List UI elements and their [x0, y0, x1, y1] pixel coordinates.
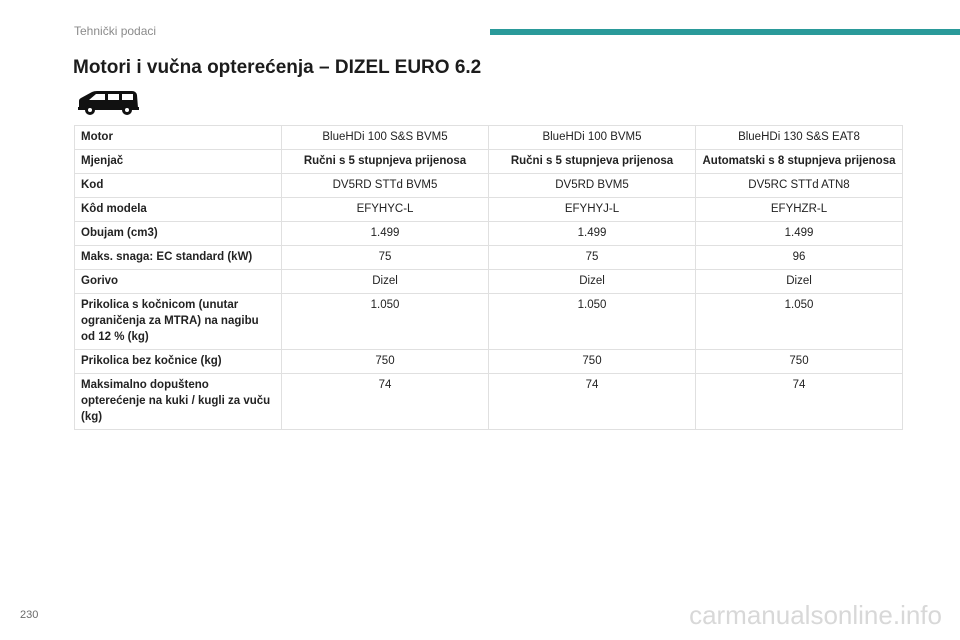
- cell-value: 1.050: [489, 294, 696, 350]
- cell-value: 750: [489, 350, 696, 374]
- row-label: Motor: [75, 126, 282, 150]
- cell-value: 75: [489, 246, 696, 270]
- cell-value: Ručni s 5 stupnjeva prijenosa: [282, 150, 489, 174]
- row-label: Gorivo: [75, 270, 282, 294]
- cell-value: DV5RC STTd ATN8: [696, 174, 903, 198]
- row-label: Prikolica bez kočnice (kg): [75, 350, 282, 374]
- table-row: [75, 374, 903, 430]
- cell-value: EFYHYC-L: [282, 198, 489, 222]
- cell-value: 74: [696, 374, 903, 430]
- row-label: Obujam (cm3): [75, 222, 282, 246]
- row-label: Kôd modela: [75, 198, 282, 222]
- table-row: [75, 222, 903, 246]
- cell-value: EFYHYJ-L: [489, 198, 696, 222]
- cell-value: DV5RD BVM5: [489, 174, 696, 198]
- row-label: Maks. snaga: EC standard (kW): [75, 246, 282, 270]
- cell-value: 750: [282, 350, 489, 374]
- page-title: Motori i vučna opterećenja – DIZEL EURO 6.2: [73, 57, 482, 78]
- section-accent-bar: [490, 29, 960, 35]
- engine-spec-table: [74, 125, 903, 430]
- cell-value: EFYHZR-L: [696, 198, 903, 222]
- cell-value: BlueHDi 100 BVM5: [489, 126, 696, 150]
- cell-value: 74: [282, 374, 489, 430]
- cell-value: Automatski s 8 stupnjeva prijenosa: [696, 150, 903, 174]
- watermark: carmanualsonline.info: [689, 600, 942, 630]
- cell-value: 96: [696, 246, 903, 270]
- van-icon: [76, 88, 140, 116]
- row-label: Kod: [75, 174, 282, 198]
- cell-value: BlueHDi 130 S&S EAT8: [696, 126, 903, 150]
- cell-value: BlueHDi 100 S&S BVM5: [282, 126, 489, 150]
- table-row: [75, 198, 903, 222]
- cell-value: 74: [489, 374, 696, 430]
- section-label: Tehnički podaci: [74, 24, 157, 38]
- table-row: [75, 350, 903, 374]
- cell-value: 1.499: [489, 222, 696, 246]
- spec-table-body: [75, 126, 903, 430]
- cell-value: Ručni s 5 stupnjeva prijenosa: [489, 150, 696, 174]
- cell-value: 1.499: [696, 222, 903, 246]
- table-row: [75, 150, 903, 174]
- cell-value: 75: [282, 246, 489, 270]
- cell-value: Dizel: [696, 270, 903, 294]
- cell-value: 750: [696, 350, 903, 374]
- table-row: [75, 270, 903, 294]
- row-label: Prikolica s kočnicom (unutar ograničenja za MTRA) na nagibu od 12 % (kg): [75, 294, 282, 350]
- cell-value: Dizel: [282, 270, 489, 294]
- row-label: Maksimalno dopušteno opterećenje na kuki / kugli za vuču (kg): [75, 374, 282, 430]
- table-row: [75, 126, 903, 150]
- table-row: [75, 294, 903, 350]
- cell-value: DV5RD STTd BVM5: [282, 174, 489, 198]
- table-row: [75, 246, 903, 270]
- cell-value: Dizel: [489, 270, 696, 294]
- row-label: Mjenjač: [75, 150, 282, 174]
- cell-value: 1.050: [696, 294, 903, 350]
- table-row: [75, 174, 903, 198]
- page-number: 230: [20, 609, 39, 621]
- cell-value: 1.499: [282, 222, 489, 246]
- cell-value: 1.050: [282, 294, 489, 350]
